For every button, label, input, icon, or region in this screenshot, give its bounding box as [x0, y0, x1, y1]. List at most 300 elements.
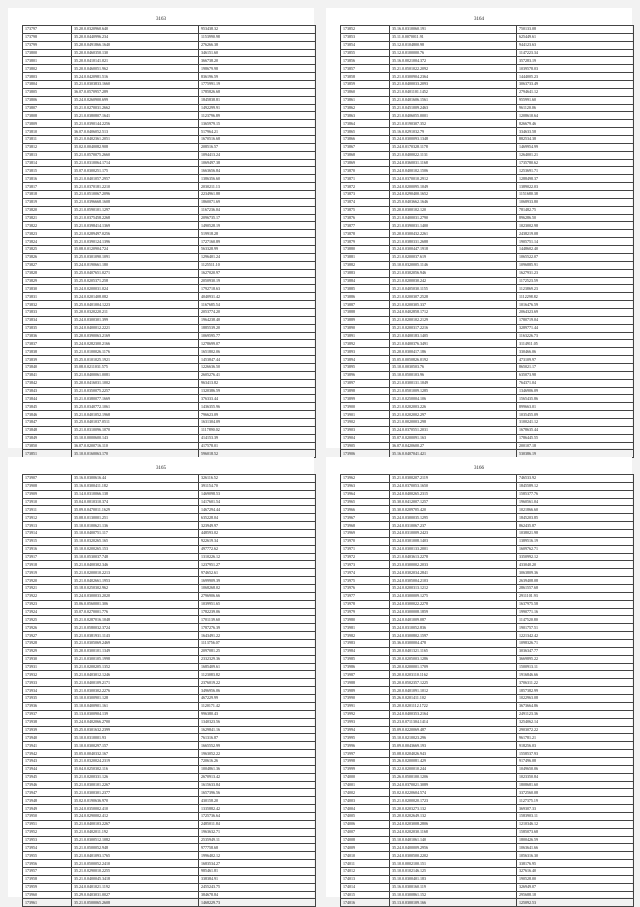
code-cell: 35.21.0.0380077.1669 [72, 395, 199, 403]
value-cell: 764371.04 [517, 379, 634, 387]
row-id-cell: 173853 [341, 33, 390, 41]
value-cell: 1615633.84 [199, 781, 316, 789]
table-row [23, 96, 316, 104]
table-row [341, 883, 634, 891]
value-cell: 836196.59 [199, 73, 316, 81]
row-id-cell: 173852 [341, 26, 390, 34]
row-id-cell: 173815 [23, 167, 72, 175]
row-id-cell: 173902 [341, 418, 390, 426]
code-cell: 35.16.0.0310060.191 [390, 26, 517, 34]
table-row [341, 206, 634, 214]
table-row [341, 797, 634, 805]
table-row [341, 183, 634, 191]
row-id-cell: 173904 [341, 434, 390, 442]
table-row [341, 418, 634, 426]
row-id-cell: 173984 [341, 647, 390, 655]
table-row [23, 33, 316, 41]
table-row [23, 781, 316, 789]
table-row [23, 514, 316, 522]
table-row [341, 482, 634, 490]
code-cell: 35.20.0.0203273.132 [390, 805, 517, 813]
row-id-cell: 173872 [341, 183, 390, 191]
table-row [341, 151, 634, 159]
row-id-cell: 173836 [23, 332, 72, 340]
value-cell: 2064323.69 [517, 308, 634, 316]
value-cell: 1172523.59 [517, 277, 634, 285]
table-row [341, 348, 634, 356]
row-id-cell: 173855 [341, 49, 390, 57]
table-row [341, 789, 634, 797]
value-cell: 1210346.12 [517, 820, 634, 828]
row-id-cell: 173948 [23, 797, 72, 805]
table-row [341, 198, 634, 206]
row-id-cell: 173962 [341, 475, 390, 483]
table-row [341, 530, 634, 538]
table-row [23, 750, 316, 758]
value-cell: 1039951.65 [199, 600, 316, 608]
row-id-cell: 173922 [23, 592, 72, 600]
row-id-cell: 173847 [23, 418, 72, 426]
row-id-cell: 173997 [341, 750, 390, 758]
table-row [23, 253, 316, 261]
table-row [341, 773, 634, 781]
row-id-cell: 173944 [23, 765, 72, 773]
row-id-cell: 174000 [341, 773, 390, 781]
code-cell: 35.02.0.0190636.970 [72, 797, 199, 805]
table-row [341, 663, 634, 671]
table-row [23, 41, 316, 49]
row-id-cell: 173909 [23, 490, 72, 498]
row-id-cell: 173878 [341, 230, 390, 238]
value-cell: 1469954.99 [517, 143, 634, 151]
value-cell: 1860071.69 [199, 198, 316, 206]
row-id-cell: 173895 [341, 363, 390, 371]
table-row [23, 73, 316, 81]
table-row [23, 246, 316, 254]
code-cell: 35.24.0.0300033.2020 [72, 592, 199, 600]
table-row [23, 88, 316, 96]
table-row [23, 363, 316, 371]
row-id-cell: 173968 [341, 522, 390, 530]
row-id-cell: 174010 [341, 852, 390, 860]
code-cell: 35.24.0.0260900.699 [72, 96, 199, 104]
row-id-cell: 173824 [23, 238, 72, 246]
page-sheet [8, 457, 314, 905]
row-id-cell: 173797 [23, 26, 72, 34]
code-cell: 35.10.0.0300901.128 [72, 695, 199, 703]
row-id-cell: 173845 [23, 403, 72, 411]
code-cell: 35.21.0.0310096.1070 [72, 426, 199, 434]
row-id-cell: 173924 [23, 608, 72, 616]
table-row [341, 356, 634, 364]
value-cell: 497772.62 [199, 545, 316, 553]
code-cell: 35.16.0.0300160.119 [390, 883, 517, 891]
code-cell: 35.20.0.0200001.1709 [390, 663, 517, 671]
table-row [341, 316, 634, 324]
row-id-cell: 173906 [341, 450, 390, 458]
row-id-cell: 173854 [341, 41, 390, 49]
code-cell: 35.21.0.0500065.2608 [72, 899, 199, 907]
value-cell: 1627020.97 [199, 269, 316, 277]
code-cell: 35.21.0.0390144.2256 [72, 120, 199, 128]
table-row [23, 136, 316, 144]
row-id-cell: 174005 [341, 812, 390, 820]
value-cell: 1296401.24 [199, 253, 316, 261]
table-row [23, 442, 316, 450]
table-row [341, 269, 634, 277]
value-cell: 2670913.42 [199, 773, 316, 781]
value-cell: 563328.99 [199, 246, 316, 254]
row-id-cell: 173920 [23, 577, 72, 585]
table-row [23, 820, 316, 828]
value-cell: 1113756.07 [199, 640, 316, 648]
row-id-cell: 173896 [341, 371, 390, 379]
value-cell: 1657396.56 [199, 789, 316, 797]
code-cell: 35.26.0.0201411.102 [390, 695, 517, 703]
value-cell: 1857382.99 [517, 687, 634, 695]
table-row [23, 198, 316, 206]
value-cell: 1278699.07 [199, 340, 316, 348]
value-cell: 896286.50 [517, 214, 634, 222]
code-cell: 35.24.0.0202030.1168 [390, 828, 517, 836]
row-id-cell: 173993 [341, 718, 390, 726]
value-cell: 3114911.05 [517, 340, 634, 348]
table-row [23, 65, 316, 73]
code-cell: 35.20.0.0300432.2261 [390, 230, 517, 238]
table-row [341, 852, 634, 860]
row-id-cell: 173971 [341, 545, 390, 553]
value-cell: 334633.58 [517, 128, 634, 136]
value-cell: 1125511.10 [199, 261, 316, 269]
row-id-cell: 173900 [341, 403, 390, 411]
code-cell: 35.07.0.0300251.175 [72, 167, 199, 175]
table-row [341, 57, 634, 65]
table-row [23, 828, 316, 836]
row-id-cell: 174008 [341, 836, 390, 844]
code-cell: 35.21.0.0290010.2255 [72, 867, 199, 875]
value-cell: 1068268.02 [199, 585, 316, 593]
value-cell: 750133.08 [517, 26, 634, 34]
value-cell: 2234961.88 [199, 191, 316, 199]
value-cell: 1678635.44 [517, 426, 634, 434]
value-cell: 635228.04 [199, 514, 316, 522]
value-cell: 467229.99 [199, 695, 316, 703]
value-cell: 1389516.19 [517, 537, 634, 545]
value-cell: 2438219.08 [517, 230, 634, 238]
code-cell: 35.21.0.0320024.2319 [72, 757, 199, 765]
code-cell: 35.16.0.0300616.44 [72, 475, 199, 483]
value-cell: 1094413.24 [199, 151, 316, 159]
code-cell: 35.24.0.0170328.1178 [390, 143, 517, 151]
value-cell: 1786445.55 [517, 434, 634, 442]
code-cell: 35.21.0.0401101.1452 [390, 88, 517, 96]
value-cell: 1147223.34 [517, 49, 634, 57]
row-id-cell: 173995 [341, 734, 390, 742]
value-cell: 4040931.42 [199, 293, 316, 301]
code-cell: 35.24.0.0370021.3089 [390, 781, 517, 789]
code-cell: 35.10.0.0310001.93 [72, 734, 199, 742]
table-row [341, 734, 634, 742]
code-cell: 35.20.0.0410141.021 [72, 57, 199, 65]
value-cell: 1096885.91 [517, 261, 634, 269]
table-row [23, 120, 316, 128]
code-cell: 35.24.0.0310067.237 [390, 522, 517, 530]
row-id-cell: 173935 [23, 695, 72, 703]
row-id-cell: 173946 [23, 781, 72, 789]
table-row [23, 222, 316, 230]
code-cell: 35.10.0.0401061.140 [390, 836, 517, 844]
table-row [341, 379, 634, 387]
code-cell: 35.21.0.0400045.3418 [72, 875, 199, 883]
code-cell: 35.02.0.0040082.908 [72, 143, 199, 151]
table-row [341, 718, 634, 726]
table-row [23, 434, 316, 442]
table-row [23, 490, 316, 498]
value-cell: 448593.02 [199, 530, 316, 538]
code-cell: 35.20.0.0201112.1722 [390, 702, 517, 710]
table-row [341, 340, 634, 348]
row-id-cell: 173989 [341, 687, 390, 695]
value-cell: 327616.40 [517, 867, 634, 875]
row-id-cell: 173846 [23, 411, 72, 419]
table-row [23, 640, 316, 648]
row-id-cell: 173891 [341, 332, 390, 340]
table-row [23, 143, 316, 151]
value-cell: 384678.84 [199, 891, 316, 899]
table-row [341, 277, 634, 285]
table-row [341, 285, 634, 293]
row-id-cell: 173827 [23, 261, 72, 269]
table-row [23, 522, 316, 530]
row-id-cell: 173941 [23, 742, 72, 750]
code-cell: 35.21.0.0202003.226 [390, 403, 517, 411]
code-cell: 35.21.0.0396668.1608 [72, 198, 199, 206]
value-cell: 1643491.22 [199, 632, 316, 640]
code-cell: 35.21.0.0200037.619 [390, 253, 517, 261]
code-cell: 35.21.0.0403012.1246 [72, 671, 199, 679]
code-cell: 35.08.0.0120904.724 [72, 246, 199, 254]
code-cell: 35.21.0.0500052.2410 [72, 860, 199, 868]
table-row [341, 33, 634, 41]
value-cell: 1964238.40 [199, 316, 316, 324]
code-cell: 35.24.0.0350002.410 [72, 805, 199, 813]
table-row [23, 875, 316, 883]
value-cell: 1996402.12 [199, 852, 316, 860]
value-cell: 1063641.66 [517, 844, 634, 852]
code-cell: 35.21.0.0400022.1131 [390, 151, 517, 159]
table-row [23, 844, 316, 852]
code-cell: 35.10.0.0320005.1146 [390, 261, 517, 269]
value-cell: 1845203.85 [517, 514, 634, 522]
table-row [341, 695, 634, 703]
value-cell: 944123.63 [517, 41, 634, 49]
row-id-cell: 173841 [23, 371, 72, 379]
code-cell: 35.24.0.0300008.1859 [390, 608, 517, 616]
code-cell: 35.21.0.0590101.1297 [72, 206, 199, 214]
table-row [23, 789, 316, 797]
row-id-cell: 173862 [341, 104, 390, 112]
row-id-cell: 173985 [341, 655, 390, 663]
value-cell: 1365979.15 [199, 120, 316, 128]
code-cell: 35.25.0.0403662.1646 [390, 198, 517, 206]
code-cell: 35.21.0.0200305.337 [390, 301, 517, 309]
value-cell: 1453847.44 [199, 356, 316, 364]
page-sheet [326, 8, 632, 456]
value-cell: 2535949.11 [199, 836, 316, 844]
value-cell: 1335882.42 [199, 805, 316, 813]
row-id-cell: 173901 [341, 411, 390, 419]
value-cell: 1685409.61 [199, 663, 316, 671]
table-row [23, 301, 316, 309]
value-cell: 1699909.39 [199, 577, 316, 585]
value-cell: 1701139.60 [199, 616, 316, 624]
code-cell: 35.10.0.0500103.96 [390, 371, 517, 379]
table-row [341, 395, 634, 403]
row-id-cell: 173835 [23, 324, 72, 332]
row-id-cell: 173802 [23, 65, 72, 73]
row-id-cell: 173842 [23, 379, 72, 387]
value-cell: 3372560.08 [517, 789, 634, 797]
row-id-cell: 173865 [341, 128, 390, 136]
value-cell: 1490528.19 [199, 222, 316, 230]
code-cell: 35.24.0.0400353.2164 [390, 710, 517, 718]
row-id-cell: 173945 [23, 773, 72, 781]
table-row [341, 836, 634, 844]
value-cell: 1725736.64 [199, 812, 316, 820]
code-cell: 35.21.0.0400302.346 [72, 561, 199, 569]
row-id-cell: 173803 [23, 73, 72, 81]
row-id-cell: 173977 [341, 592, 390, 600]
code-cell: 35.21.0.0400031.2790 [390, 214, 517, 222]
value-cell: 1960561.04 [517, 498, 634, 506]
value-cell: 1069595.77 [199, 332, 316, 340]
code-cell: 35.21.0.0300512.1082 [72, 836, 199, 844]
value-cell: 1583903.11 [517, 812, 634, 820]
table-row [23, 269, 316, 277]
row-id-cell: 173988 [341, 679, 390, 687]
value-cell: 2030211.13 [199, 183, 316, 191]
table-row [341, 41, 634, 49]
row-id-cell: 173833 [23, 308, 72, 316]
value-cell: 1808681.60 [517, 781, 634, 789]
row-id-cell: 174003 [341, 797, 390, 805]
table-row [23, 805, 316, 813]
row-id-cell: 173907 [23, 475, 72, 483]
table-row [341, 812, 634, 820]
code-cell: 36.07.0.0420600.27 [390, 442, 517, 450]
code-cell: 35.24.0.0300035.1295 [390, 514, 517, 522]
code-cell: 35.21.0.0400103.2267 [72, 820, 199, 828]
table-row [341, 875, 634, 883]
row-id-cell: 173957 [23, 867, 72, 875]
page-number: 3163 [156, 17, 166, 22]
table-row [341, 246, 634, 254]
value-cell: 2050930.19 [199, 277, 316, 285]
code-cell: 35.24.0.0400102.1506 [390, 167, 517, 175]
table-row [341, 569, 634, 577]
row-id-cell: 173952 [23, 828, 72, 836]
row-id-cell: 173874 [341, 198, 390, 206]
row-id-cell: 173931 [23, 663, 72, 671]
code-cell: 35.21.0.0020003.298 [390, 418, 517, 426]
row-id-cell: 173822 [23, 222, 72, 230]
table-row [23, 797, 316, 805]
table-row [23, 104, 316, 112]
value-cell: 326949.07 [517, 883, 634, 891]
table-row [23, 687, 316, 695]
row-id-cell: 173965 [341, 498, 390, 506]
value-cell: 1237951.27 [199, 561, 316, 569]
code-cell: 35.24.0.0310052.836 [390, 624, 517, 632]
value-cell: 1609762.71 [517, 545, 634, 553]
value-cell: 961781.21 [517, 734, 634, 742]
row-id-cell: 173964 [341, 490, 390, 498]
code-cell: 35.21.0.0501009.1285 [390, 387, 517, 395]
data-table [340, 25, 634, 458]
table-row [23, 49, 316, 57]
code-cell: 35.20.0.0203110.1162 [390, 671, 517, 679]
value-cell: 2491123.36 [517, 710, 634, 718]
row-id-cell: 173898 [341, 387, 390, 395]
row-id-cell: 173866 [341, 136, 390, 144]
code-cell: 35.21.0.0200102.2129 [390, 316, 517, 324]
table-row [23, 530, 316, 538]
value-cell: 1163226.73 [517, 332, 634, 340]
table-row [23, 812, 316, 820]
value-cell: 1637975.58 [517, 600, 634, 608]
table-row [23, 899, 316, 907]
row-id-cell: 173972 [341, 553, 390, 561]
code-cell: 35.21.0.0300131.1049 [390, 379, 517, 387]
code-cell: 35.24.0.0300009.1275 [390, 592, 517, 600]
code-cell: 35.10.0.0102146.125 [390, 867, 517, 875]
table-row [341, 577, 634, 585]
code-cell: 35.29.0.0403031.0027 [72, 891, 199, 899]
row-id-cell: 173868 [341, 151, 390, 159]
row-id-cell: 173930 [23, 655, 72, 663]
value-cell: 918256.03 [517, 742, 634, 750]
value-cell: 996380.43 [199, 710, 316, 718]
value-cell: 1492299.91 [199, 104, 316, 112]
value-cell: 635073.98 [517, 371, 634, 379]
table-row [341, 442, 634, 450]
code-cell: 35.07.0.0270001.776 [72, 608, 199, 616]
code-cell: 35.21.0.0501022.2092 [390, 65, 517, 73]
code-cell: 35.21.0.0300302.2276 [72, 687, 199, 695]
code-cell: 35.21.0.0570075.2660 [72, 151, 199, 159]
value-cell: 198679.98 [199, 65, 316, 73]
value-cell: 433040.20 [517, 561, 634, 569]
code-cell: 35.21.0.0302056.946 [390, 269, 517, 277]
code-cell: 35.24.0.0302034.2841 [390, 569, 517, 577]
table-row [341, 828, 634, 836]
row-id-cell: 173886 [341, 293, 390, 301]
row-id-cell: 173998 [341, 757, 390, 765]
value-cell: 1153990.98 [199, 33, 316, 41]
code-cell: 35.21.0.0300904.2364 [390, 73, 517, 81]
row-id-cell: 173910 [23, 498, 72, 506]
code-cell: 35.08.0.0211031.575 [72, 363, 199, 371]
table-row [23, 238, 316, 246]
row-id-cell: 173951 [23, 820, 72, 828]
row-id-cell: 173860 [341, 88, 390, 96]
code-cell: 35.07.0.0200091.163 [390, 434, 517, 442]
table-row [341, 600, 634, 608]
value-cell: 2376019.22 [199, 679, 316, 687]
table-row [341, 104, 634, 112]
table-row [23, 293, 316, 301]
row-id-cell: 173877 [341, 222, 390, 230]
